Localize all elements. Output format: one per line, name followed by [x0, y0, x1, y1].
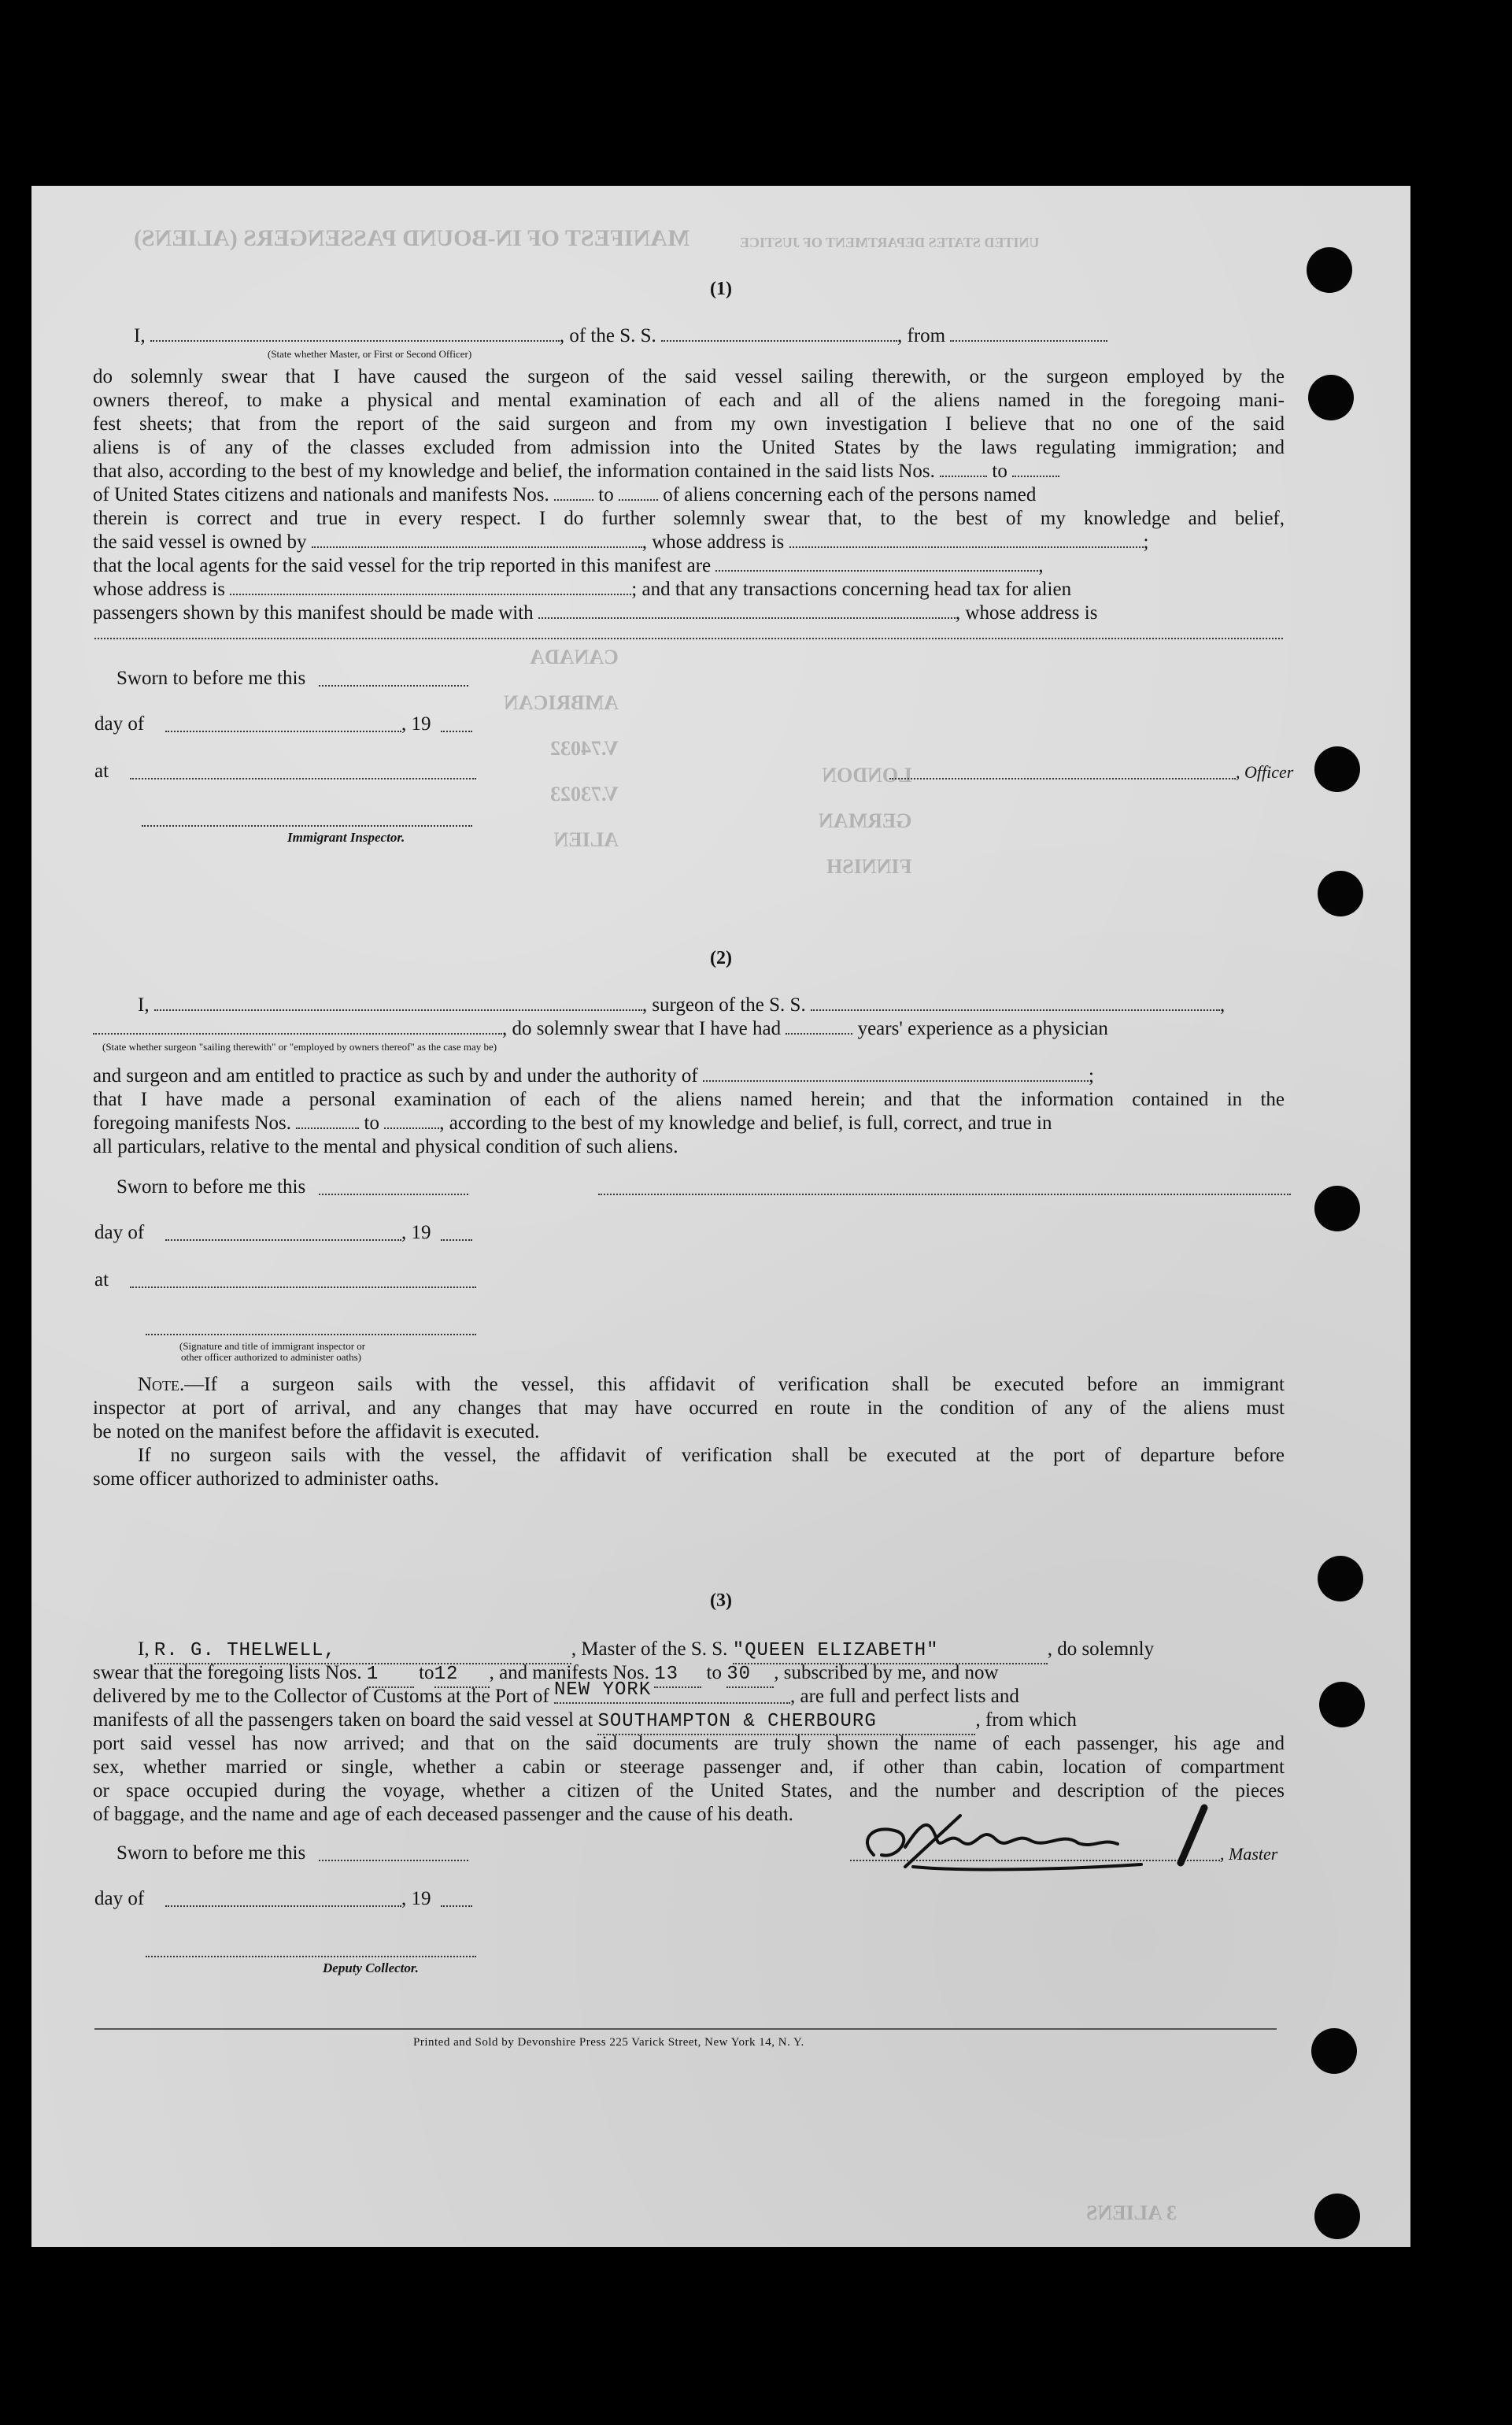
s2-at-blank[interactable]: [130, 1287, 476, 1288]
s2-line-3: [93, 1064, 1285, 1088]
s1-aliens-text: of aliens concerning each of the persons named: [663, 484, 1037, 505]
s1-manifests-text: of United States citizens and nationals and manifests Nos.: [93, 484, 549, 505]
s1-semicolon: ;: [1143, 531, 1149, 553]
s2-year-blank[interactable]: [441, 1239, 472, 1241]
s3-line-1: [138, 1638, 1285, 1664]
s3-manifests-all: manifests of all the passengers taken on board the said vessel at: [93, 1709, 593, 1731]
s2-i: I,: [138, 994, 150, 1016]
s2-sig-caption-1: (Signature and title of immigrant inspector or: [179, 1340, 366, 1352]
s1-line-7: [93, 483, 1285, 507]
s1-line-5: aliens is of any of the classes excluded from admission into the United States by the laws regulating immigration; and: [93, 437, 1285, 458]
s1-sworn-blank[interactable]: [319, 685, 468, 687]
s3-do-solemnly: , do solemnly: [1047, 1638, 1155, 1660]
s3-to: to: [419, 1662, 434, 1683]
s1-line-11: [93, 578, 1285, 602]
s3-to-2: to: [706, 1662, 722, 1683]
s3-line-4: [93, 1709, 1285, 1735]
s3-day-blank[interactable]: [165, 1905, 401, 1907]
s2-note-3: be noted on the manifest before the affidavit is executed.: [93, 1421, 540, 1442]
s1-year-blank[interactable]: [441, 731, 472, 732]
s1-of-ss: , of the S. S.: [559, 325, 656, 346]
section-2-number: (2): [710, 948, 732, 968]
footer-rule: [94, 2028, 1277, 2030]
s2-at: at: [94, 1269, 109, 1290]
s1-officer-text: , Officer: [1236, 762, 1294, 782]
section-1-number: (1): [710, 279, 732, 299]
s1-whose-address: , whose address is: [641, 531, 785, 553]
s3-deputy-signature[interactable]: [146, 1956, 476, 1957]
manifests-to[interactable]: 30: [726, 1663, 774, 1688]
s2-line-5: [93, 1112, 1285, 1135]
s2-status-caption: (State whether surgeon "sailing therewith" or "employed by owners thereof" as the case may be): [102, 1041, 497, 1053]
section-3-number: (3): [710, 1590, 732, 1611]
s1-line-10: [93, 554, 1285, 578]
s1-to-2: to: [598, 484, 614, 505]
s1-whose-address-2: whose address is: [93, 579, 226, 600]
s1-day-blank[interactable]: [165, 731, 401, 732]
blank-lists-from[interactable]: [940, 461, 987, 477]
s2-solemnly: , do solemnly swear that I have had: [502, 1018, 782, 1039]
master-name[interactable]: R. G. THELWELL,: [154, 1639, 571, 1664]
blank-from-port[interactable]: [950, 326, 1107, 342]
s2-surgeon-of: , surgeon of the S. S.: [641, 994, 806, 1016]
s1-owned-by: the said vessel is owned by: [93, 531, 307, 553]
s2-note-4: If no surgeon sails with the vessel, the affidavit of verification shall be executed at the port of departure before: [138, 1445, 1285, 1466]
s1-officer-signature[interactable]: [889, 778, 1236, 779]
s3-deputy-label: Deputy Collector.: [323, 1960, 419, 1975]
s2-comma: ,: [1219, 994, 1225, 1016]
printer-footer: Printed and Sold by Devonshire Press 225 Varick Street, New York 14, N. Y.: [413, 2036, 804, 2049]
s1-local-agents: that the local agents for the said vessel for the trip reported in this manifest are: [93, 555, 712, 576]
s1-officer-caption: (State whether Master, or First or Second Officer): [268, 348, 472, 360]
blank-s2-ship[interactable]: [811, 995, 1220, 1011]
s2-day-blank[interactable]: [165, 1239, 401, 1241]
manifests-from[interactable]: 13: [654, 1663, 701, 1688]
s3-from-which: , from which: [975, 1709, 1077, 1731]
blank-manifests-from[interactable]: [554, 485, 593, 501]
port-of-arrival[interactable]: NEW YORK: [554, 1679, 790, 1704]
s1-head-tax: ; and that any transactions concerning head tax for alien: [631, 579, 1072, 600]
s1-line-8: therein is correct and true in every respect. I do further solemnly swear that, to the best of my knowledge and belief,: [93, 508, 1285, 529]
s1-lists-text: that also, according to the best of my knowledge and belief, the information contained in the said lists Nos.: [93, 461, 935, 482]
s1-to: to: [992, 461, 1007, 482]
s1-whose-address-3: , whose address is: [955, 602, 1098, 624]
s2-note-2: inspector at port of arrival, and any changes that may have occurred en route in the condition of any of the aliens must: [93, 1398, 1285, 1419]
s3-sworn-blank[interactable]: [319, 1860, 468, 1861]
s2-line-2: [93, 1017, 1285, 1041]
bleed-through-header: MANIFEST OF IN-BOUND PASSENGERS (ALIENS): [134, 225, 690, 251]
s3-line-5: port said vessel has now arrived; and that on the said documents are truly shown the name of each passenger, his age and: [93, 1733, 1285, 1754]
s2-semicolon: ;: [1089, 1065, 1094, 1087]
s3-delivered: delivered by me to the Collector of Customs at the Port of: [93, 1686, 549, 1707]
note-label: Note.: [138, 1374, 185, 1395]
note-text-1: —If a surgeon sails with the vessel, this affidavit of verification shall be executed before an immigrant: [184, 1374, 1285, 1395]
s3-sworn: Sworn to before me this: [116, 1842, 306, 1864]
s1-line-6: [93, 460, 1285, 483]
s2-sig-caption-2: other officer authorized to administer oaths): [181, 1351, 361, 1363]
s1-line-4: fest sheets; that from the report of the said surgeon and from my own investigation I believe that no one of the said: [93, 413, 1285, 435]
s1-from: , from: [897, 325, 946, 346]
s2-year: , 19: [401, 1222, 431, 1243]
s3-line-6: sex, whether married or single, whether a cabin or steerage passenger and, if other than cabin, location of compartment: [93, 1757, 1285, 1778]
s3-day-of: day of: [94, 1888, 145, 1909]
blank-lists-to[interactable]: [1012, 461, 1059, 477]
s1-line-12: [93, 602, 1285, 625]
punch-hole: [1314, 746, 1360, 792]
s1-officer-label: [1236, 762, 1293, 783]
s3-line-8: of baggage, and the name and age of each deceased passenger and the cause of his death.: [93, 1804, 793, 1825]
s1-year: , 19: [401, 713, 431, 735]
s3-line-7: or space occupied during the voyage, whether a citizen of the United States, and the number and description of the pieces: [93, 1780, 1285, 1801]
departure-ports[interactable]: SOUTHAMPTON & CHERBOURG: [597, 1710, 975, 1735]
blank-owner[interactable]: [312, 532, 642, 548]
punch-hole: [1314, 2194, 1360, 2239]
s1-inspector-label: Immigrant Inspector.: [287, 830, 405, 845]
s1-line-9: [93, 531, 1285, 554]
s2-inspector-signature[interactable]: [146, 1334, 476, 1335]
s2-line-6: all particulars, relative to the mental and physical condition of such aliens.: [93, 1136, 678, 1157]
s3-full-perfect: , are full and perfect lists and: [790, 1686, 1019, 1707]
lists-from[interactable]: 1: [367, 1663, 414, 1688]
punch-hole: [1314, 1186, 1360, 1231]
bleed-through-footer: 3 ALIENS: [1086, 2201, 1177, 2224]
blank-owner-address[interactable]: [789, 532, 1144, 548]
blank-agents[interactable]: [715, 556, 1038, 572]
s3-subscribed: , subscribed by me, and now: [774, 1662, 999, 1683]
s1-comma: ,: [1038, 555, 1044, 576]
s2-surgeon-signature[interactable]: [598, 1194, 1291, 1195]
s3-line-3: [93, 1679, 1285, 1712]
manifest-page: [31, 186, 1410, 2247]
s1-line-3: owners thereof, to make a physical and mental examination of each and all of the aliens named in the foregoing mani-: [93, 390, 1285, 411]
blank-head-tax-address[interactable]: [94, 638, 1283, 639]
s1-line-2: do solemnly swear that I have caused the surgeon of the said vessel sailing therewith, or the surgeon employed by the: [93, 366, 1285, 387]
s3-year: , 19: [401, 1888, 431, 1909]
s3-master-label: [1220, 1844, 1277, 1864]
s2-years-exp: years' experience as a physician: [857, 1018, 1108, 1039]
s2-according: , according to the best of my knowledge and belief, is full, correct, and true in: [439, 1113, 1052, 1134]
punch-hole: [1311, 2028, 1357, 2074]
s1-inspector-signature[interactable]: [142, 825, 472, 827]
blank-manifests-to[interactable]: [619, 485, 658, 501]
s1-passengers-shown: passengers shown by this manifest should be made with: [93, 602, 534, 624]
s2-line-4: that I have made a personal examination of each of the aliens named herein; and that the information contained in the: [93, 1089, 1285, 1110]
s1-line-1: [134, 324, 1285, 348]
s3-master-text: , Master: [1220, 1844, 1278, 1864]
master-signature: [842, 1792, 1251, 1879]
s3-i: I,: [138, 1638, 150, 1660]
s1-day-of: day of: [94, 713, 145, 735]
blank-authority[interactable]: [703, 1066, 1089, 1082]
blank-head-tax-party[interactable]: [538, 603, 956, 619]
s2-note-5: some officer authorized to administer oaths.: [93, 1468, 439, 1490]
ship-name[interactable]: "QUEEN ELIZABETH": [733, 1639, 1048, 1664]
s1-i: I,: [134, 325, 146, 346]
punch-hole: [1319, 1682, 1365, 1727]
s1-at-blank[interactable]: [130, 778, 476, 779]
s2-sworn-blank[interactable]: [319, 1194, 468, 1195]
blank-years[interactable]: [786, 1019, 852, 1035]
s3-year-blank[interactable]: [441, 1905, 472, 1907]
blank-ship-name[interactable]: [661, 326, 897, 342]
s2-authority: and surgeon and am entitled to practice as such by and under the authority of: [93, 1065, 698, 1087]
s2-day-of: day of: [94, 1222, 145, 1243]
bleed-through-column: CANADA AMBRICAN V.74032 V.73023 ALIEN: [504, 646, 619, 851]
s2-sworn: Sworn to before me this: [116, 1176, 306, 1198]
s2-line-1: [138, 994, 1285, 1017]
s2-note-1: [138, 1373, 1285, 1397]
blank-surgeon-name[interactable]: [154, 995, 642, 1011]
s3-manifests-text: , and manifests Nos.: [489, 1662, 650, 1683]
s2-foregoing: foregoing manifests Nos.: [93, 1113, 292, 1134]
blank-surgeon-status[interactable]: [93, 1019, 502, 1035]
s3-master-of: , Master of the S. S.: [571, 1638, 728, 1660]
blank-s2-to[interactable]: [384, 1113, 439, 1129]
s1-sworn: Sworn to before me this: [116, 668, 306, 689]
blank-agents-address[interactable]: [230, 579, 631, 595]
punch-hole: [1308, 375, 1354, 420]
blank-officer-name[interactable]: [150, 326, 560, 342]
blank-s2-from[interactable]: [296, 1113, 359, 1129]
s3-lists-text: swear that the foregoing lists Nos.: [93, 1662, 362, 1683]
punch-hole: [1318, 871, 1363, 916]
lists-to[interactable]: 12: [434, 1663, 490, 1688]
s1-at: at: [94, 761, 109, 782]
s2-to: to: [364, 1113, 379, 1134]
bleed-through-column-2: LONDON GERMAN FINNISH: [819, 764, 912, 878]
bleed-through-header-2: UNITED STATES DEPARTMENT OF JUSTICE: [740, 235, 1040, 250]
